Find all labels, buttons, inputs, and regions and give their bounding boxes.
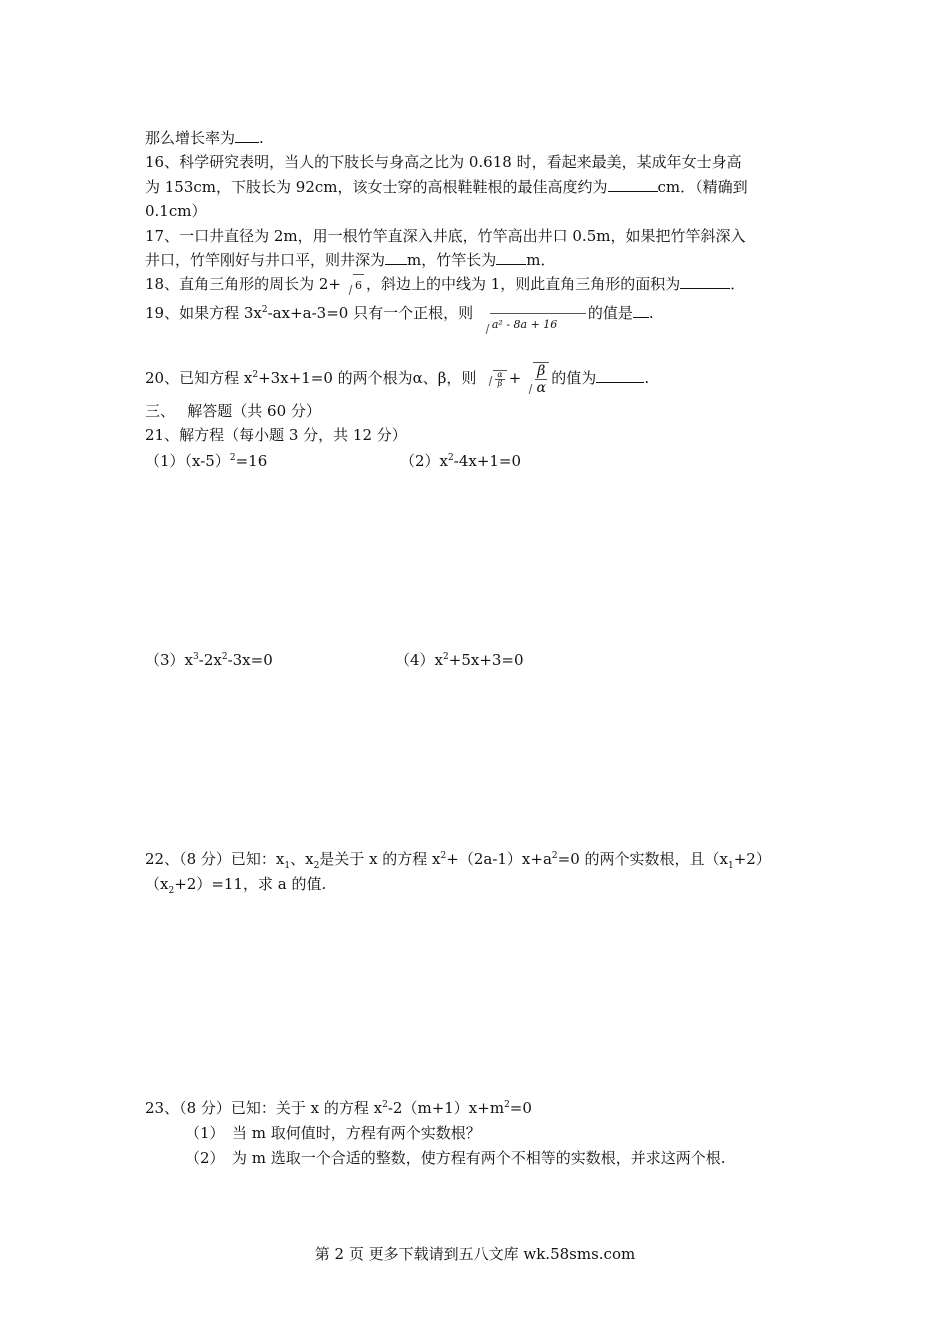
q18: 18、直角三角形的周长为 2+ 6 ，斜边上的中线为 1，则此直角三角形的面积为 ． (145, 273, 745, 297)
q20: 20、已知方程 $x^2+3x+1=0$ 的两个根为α、β，则 $\frac{\alpha}{\beta}$ + $\frac{\beta}{\alpha}$ 的值为 . (145, 362, 650, 396)
q22-line2: $(x_2+2)=11$，求 a 的值. (145, 875, 327, 896)
page-footer: 第 2 页 更多下载请到五八文库 wk.58sms.com (314, 1245, 636, 1263)
q21-part2: $(2)x^2-4x+1=0$ (400, 452, 522, 470)
section-heading: 三、 解答题（共 60 分） (145, 402, 321, 420)
answer-blank (596, 367, 644, 383)
q22-line1: 22、（8 分）已知：$x_1$、$x_2$是关于 x 的方程 $x^2+(2a-1)x+a^2=0$ 的两个实数根，且$(x_1+2)$ (145, 850, 771, 871)
q21-part4: $(4)x^2+5x+3=0$ (395, 651, 524, 669)
answer-blank (235, 127, 259, 143)
q23-part2: （2） 为 m 选取一个合适的整数，使方程有两个不相等的实数根，并求这两个根. (185, 1149, 726, 1167)
q15-tail: 那么增长率为 . (145, 129, 264, 147)
answer-blank (633, 302, 649, 318)
q21-part1: $(1)(x-5)^2=16$ (145, 452, 268, 470)
q21-part3: $(3)x^3-2x^2-3x=0$ (145, 651, 273, 669)
sqrt-beta-over-alpha: $\frac{\beta}{\alpha}$ (523, 362, 549, 396)
q23-line1: 23、（8 分）已知：关于 x 的方程 $x^2-2(m+1)x+m^2=0$ (145, 1099, 532, 1117)
q23-part1: （1） 当 m 取何值时，方程有两个实数根？ (185, 1124, 481, 1142)
q17-line1: 17、一口井直径为 2m，用一根竹竿直深入井底，竹竿高出井口 0.5m，如果把竹竿斜深入 (145, 227, 746, 245)
q16-line2: 为 153cm，下肢长为 92cm，该女士穿的高根鞋鞋根的最佳高度约为 cm．（精确到 (145, 178, 748, 196)
answer-blank (680, 273, 730, 289)
sqrt-expression: a² - 8a + 16 (480, 313, 586, 336)
sqrt-alpha-over-beta: $\frac{\alpha}{\beta}$ (483, 370, 506, 388)
q16-line3: 0.1cm） (145, 202, 207, 220)
q21-heading: 21、解方程（每小题 3 分，共 12 分） (145, 426, 407, 444)
sqrt-six: 6 (343, 274, 364, 297)
answer-blank (496, 249, 526, 265)
answer-blank (608, 176, 658, 192)
q16-line1: 16、科学研究表明，当人的下肢长与身高之比为 0.618 时，看起来最美，某成年女士身高 (145, 153, 742, 171)
answer-blank (385, 249, 407, 265)
q19: 19、如果方程 $3x^2-ax+a-3=0$ 只有一个正根，则 a² - 8a + 16的值是 . (145, 302, 654, 326)
q17-line2: 井口，竹竿刚好与井口平，则井深为 m，竹竿长为 m． (145, 251, 556, 269)
